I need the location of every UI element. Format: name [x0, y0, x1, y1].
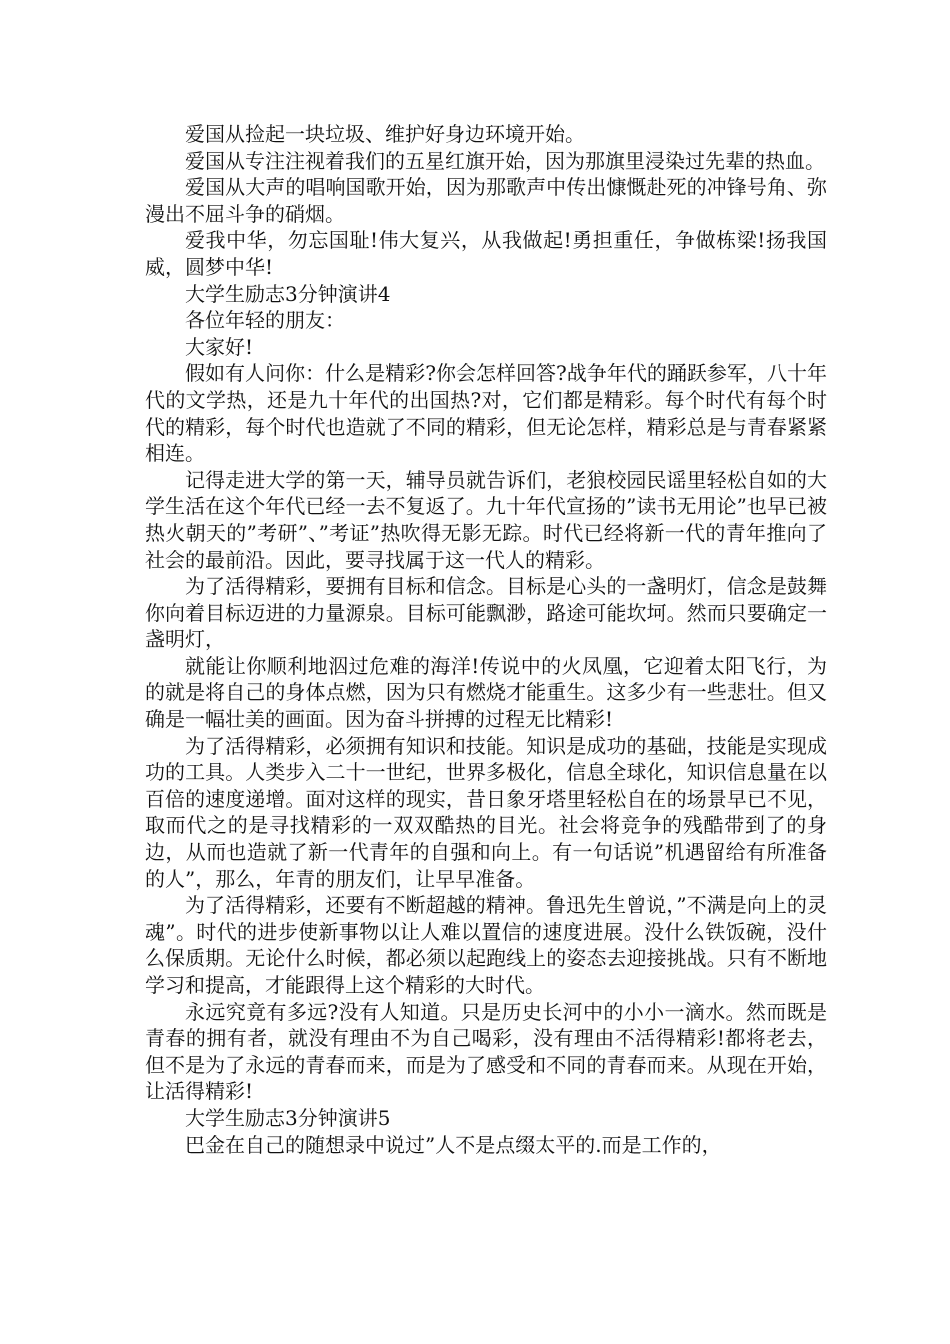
paragraph: 爱国从捡起一块垃圾、维护好身边环境开始。: [185, 122, 585, 146]
document-page: [145, 121, 827, 1158]
greeting: 大家好!: [185, 334, 254, 359]
paragraph: 永远究竟有多远?没有人知道。只是历史长河中的小小一滴水。然而既是青春的拥有者，就没有理由不为自己喝彩，没有理由不活得精彩!都将老去，但不是为了永远的青春而来，而是为了感受和不同的青春而来。从现在开始，让活得精彩!: [145, 999, 827, 1104]
paragraph: 爱国从专注注视着我们的五星红旗开始，因为那旗里浸染过先辈的热血。: [185, 148, 825, 173]
paragraph: 就能让你顺利地泅过危难的海洋!传说中的火凤凰，它迎着太阳飞行，为的就是将自己的身体点燃，因为只有燃烧才能重生。这多少有一些悲壮。但又确是一幅壮美的画面。因为奋斗拼搏的过程无比精彩!: [145, 653, 827, 732]
paragraph: 巴金在自己的随想录中说过”人不是点缀太平的.而是工作的，: [185, 1132, 722, 1157]
paragraph: 为了活得精彩，还要有不断超越的精神。鲁迅先生曾说，”不满是向上的灵魂”。时代的进步使新事物以让人难以置信的速度进展。没什么铁饭碗，没什么保质期。无论什么时候，都必须以起跑线上的姿态去迎接挑战。只有不断地学习和提高，才能跟得上这个精彩的大时代。: [145, 893, 827, 997]
section-heading: 大学生励志3分钟演讲5: [185, 1105, 391, 1130]
paragraph: 假如有人问你：什么是精彩?你会怎样回答?战争年代的踊跃参军，八十年代的文学热，还是九十年代的出国热?对，它们都是精彩。每个时代有每个时代的精彩，每个时代也造就了不同的精彩，但无论怎样，精彩总是与青春紧紧相连。: [145, 361, 827, 466]
paragraph: 记得走进大学的第一天，辅导员就告诉们，老狼校园民谣里轻松自如的大学生活在这个年代已经一去不复返了。九十年代宣扬的”读书无用论”也早已被热火朝天的”考研”、”考证”热吹得无影无踪。时代已经将新一代的青年推向了社会的最前沿。因此，要寻找属于这一代人的精彩。: [145, 467, 827, 572]
paragraph: 爱我中华，勿忘国耻!伟大复兴，从我做起!勇担重任，争做栋梁!扬我国威，圆梦中华!: [145, 228, 827, 279]
paragraph: 爱国从大声的唱响国歌开始，因为那歌声中传出慷慨赴死的冲锋号角、弥漫出不屈斗争的硝烟。: [145, 175, 827, 226]
salutation: 各位年轻的朋友：: [185, 308, 345, 333]
paragraph: 为了活得精彩，要拥有目标和信念。目标是心头的一盏明灯，信念是鼓舞你向着目标迈进的力量源泉。目标可能飘渺，路途可能坎坷。然而只要确定一盏明灯，: [145, 574, 827, 652]
section-heading: 大学生励志3分钟演讲4: [185, 281, 391, 306]
paragraph: 为了活得精彩，必须拥有知识和技能。知识是成功的基础，技能是实现成功的工具。人类步入二十一世纪，世界多极化，信息全球化，知识信息量在以百倍的速度递增。面对这样的现实，昔日象牙塔里轻松自在的场景早已不见，取而代之的是寻找精彩的一双双酷热的目光。社会将竞争的残酷带到了的身边，从而也造就了新一代青年的自强和向上。有一句话说”机遇留给有所准备的人”，那么，年青的朋友们，让早早准备。: [145, 733, 827, 891]
